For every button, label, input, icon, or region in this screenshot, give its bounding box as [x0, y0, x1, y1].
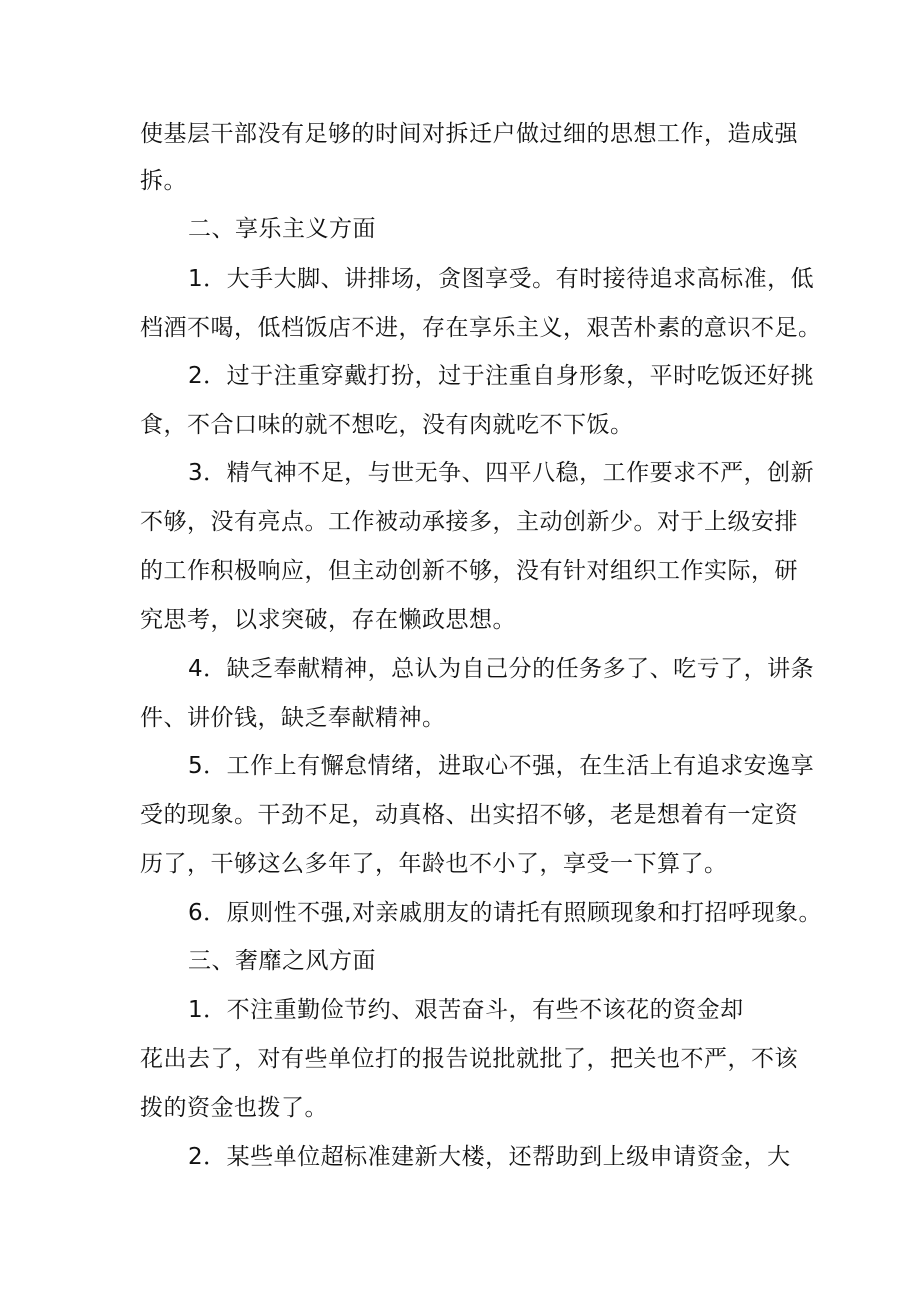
body-text-line: 件、讲价钱，缺乏奉献精神。	[140, 705, 446, 731]
list-item-text: 1．大手大脚、讲排场，贪图享受。有时接待追求高标准，低	[188, 266, 815, 292]
list-item-text: 1．不注重勤俭节约、艰苦奋斗，有些不该花的资金却	[188, 997, 744, 1023]
list-item-text: 6．原则性不强,对亲戚朋友的请托有照顾现象和打招呼现象。	[188, 900, 822, 926]
list-item-text: 4．缺乏奉献精神，总认为自己分的任务多了、吃亏了，讲条	[188, 656, 815, 682]
body-text-line: 花出去了，对有些单位打的报告说批就批了，把关也不严，不该	[140, 1046, 798, 1072]
body-text-line: 使基层干部没有足够的时间对拆迁户做过细的思想工作，造成强	[140, 121, 798, 147]
section-heading-2: 二、享乐主义方面	[188, 216, 376, 242]
body-text-line: 历了，干够这么多年了，年龄也不小了，享受一下算了。	[140, 851, 728, 877]
list-item-text: 2．过于注重穿戴打扮，过于注重自身形象，平时吃饭还好挑	[188, 363, 815, 389]
body-text-line: 拨的资金也拨了。	[140, 1095, 328, 1121]
list-item-text: 2．某些单位超标准建新大楼，还帮助到上级申请资金，大	[188, 1144, 791, 1170]
body-text-line: 的工作积极响应，但主动创新不够，没有针对组织工作实际，研	[140, 558, 798, 584]
list-item-text: 5．工作上有懈怠情绪，进取心不强，在生活上有追求安逸享	[188, 753, 815, 779]
body-text-line: 究思考，以求突破，存在懒政思想。	[140, 607, 516, 633]
body-text-line: 拆。	[140, 168, 187, 194]
section-heading-3: 三、奢靡之风方面	[188, 948, 376, 974]
body-text-line: 食，不合口味的就不想吃，没有肉就吃不下饭。	[140, 412, 634, 438]
list-item-text: 3．精气神不足，与世无争、四平八稳，工作要求不严，创新	[188, 460, 815, 486]
body-text-line: 不够，没有亮点。工作被动承接多，主动创新少。对于上级安排	[140, 509, 798, 535]
body-text-line: 受的现象。干劲不足，动真格、出实招不够，老是想着有一定资	[140, 802, 798, 828]
body-text-line: 档酒不喝，低档饭店不进，存在享乐主义，艰苦朴素的意识不足。	[140, 315, 822, 341]
